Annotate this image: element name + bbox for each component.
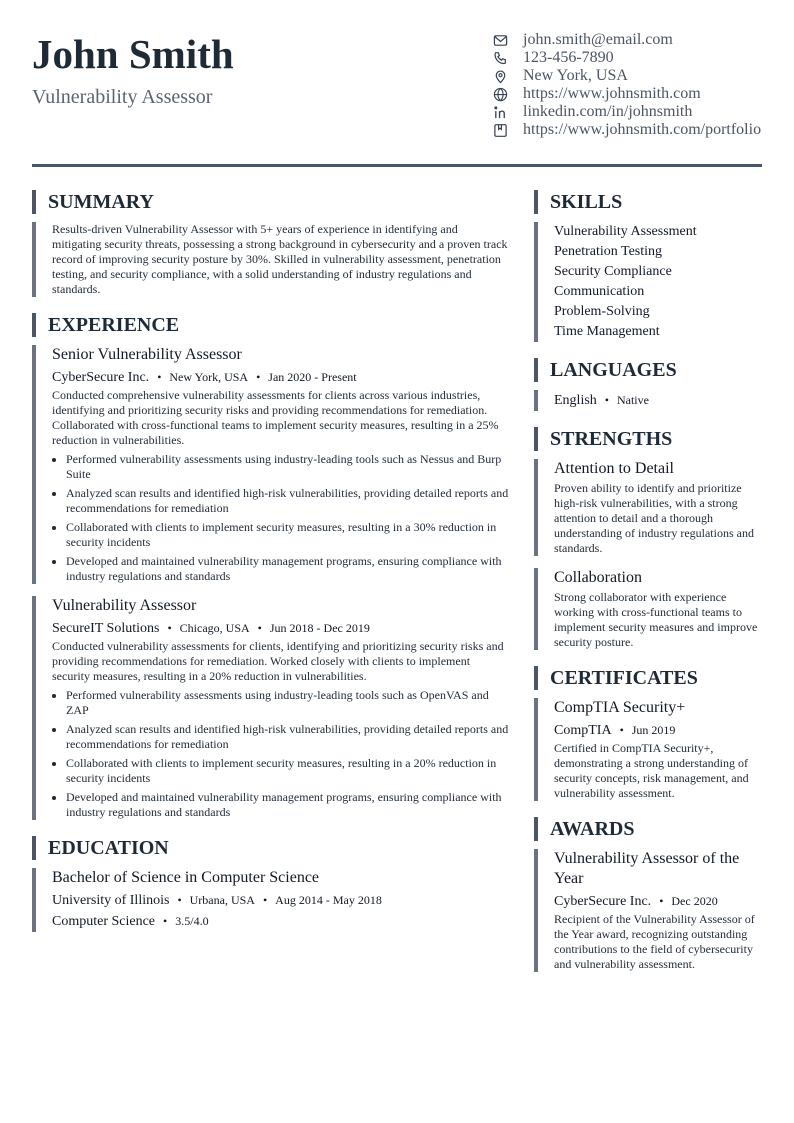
certificate-date: Jun 2019 — [631, 723, 676, 737]
skill-item: Penetration Testing — [554, 244, 663, 259]
job-bullet: • Analyzed scan results and identified high-risk vulnerabilities, providing detailed reports and recommendations for remediation — [66, 722, 510, 752]
education-section — [32, 836, 510, 932]
skills-section — [534, 190, 762, 342]
education-school: University of Illinois — [52, 893, 170, 908]
education-heading: EDUCATION — [32, 836, 510, 860]
job-meta — [52, 367, 510, 388]
experience-heading: EXPERIENCE — [32, 313, 510, 337]
language-name: English — [554, 393, 597, 408]
resume-header — [32, 30, 762, 140]
job-entry — [32, 596, 510, 820]
left-column — [32, 190, 510, 948]
contact-portfolio-text: https://www.johnsmith.com/portfolio — [523, 121, 762, 138]
skill-item: Security Compliance — [554, 264, 672, 279]
languages-section — [534, 358, 762, 411]
education-meta — [52, 890, 510, 911]
job-bullet: • Analyzed scan results and identified high-risk vulnerabilities, providing detailed reports and recommendations for remediation — [66, 486, 510, 516]
awards-section — [534, 817, 762, 972]
summary-text: Results-driven Vulnerability Assessor with 5+ years of experience in identifying and mitigating security threats, possessing a strong background in cybersecurity and a proven track record of improving security posture by 30%. Skilled in vulnerability assessment, penetration testing, and security compliance, with a solid understanding of industry regulations and standards. — [52, 222, 508, 296]
separator-dot: • — [262, 893, 268, 907]
linkedin-icon — [492, 104, 508, 120]
job-role: Senior Vulnerability Assessor — [52, 346, 242, 363]
phone-icon — [492, 50, 508, 66]
strengths-section — [534, 427, 762, 650]
location-icon — [492, 68, 508, 84]
contact-email[interactable] — [492, 31, 772, 49]
job-entry — [32, 345, 510, 584]
job-description: Conducted vulnerability assessments for clients, identifying and prioritizing security risks and providing recommendations for remediation. Worked closely with clients to implement security measures, resulting in a 20% reduction in vulnerabilities. — [52, 639, 504, 683]
contact-location — [492, 67, 772, 85]
strength-item — [534, 568, 762, 650]
certificate-issuer: CompTIA — [554, 723, 612, 738]
awards-heading: AWARDS — [534, 817, 762, 841]
contact-email-text: john.smith@email.com — [523, 31, 673, 48]
education-degree: Bachelor of Science in Computer Science — [52, 869, 320, 886]
right-column — [534, 190, 762, 988]
globe-icon — [492, 86, 508, 102]
education-gpa-row — [52, 911, 510, 932]
job-bullets — [52, 452, 510, 584]
job-description: Conducted comprehensive vulnerability assessments for clients across various industries, identifying and prioritizing security risks and providing recommendations for remediation. Collaborated with cross-functional teams to implement security measures, resulting in a 25% reduction in vulnerabilities. — [52, 388, 499, 447]
candidate-name: John Smith — [32, 31, 234, 77]
certificate-item — [534, 698, 762, 801]
job-location: Chicago, USA — [179, 621, 250, 635]
separator-dot: • — [257, 621, 262, 635]
separator-dot: • — [157, 370, 162, 384]
award-issuer: CyberSecure Inc. — [554, 894, 652, 909]
contact-linkedin[interactable] — [492, 103, 772, 121]
certificates-section — [534, 666, 762, 801]
language-level: Native — [616, 393, 649, 407]
job-dates: Jan 2020 - Present — [268, 370, 357, 384]
award-meta — [554, 891, 762, 912]
experience-section — [32, 313, 510, 820]
header-divider — [32, 164, 762, 167]
separator-dot: • — [619, 723, 624, 737]
job-bullet: • Developed and maintained vulnerability management programs, ensuring compliance with industry regulations and standards — [66, 554, 510, 584]
strength-item — [534, 459, 762, 556]
contact-portfolio[interactable] — [492, 121, 772, 139]
summary-section — [32, 190, 510, 297]
job-bullet: • Collaborated with clients to implement security measures, resulting in a 20% reduction in security incidents — [66, 756, 510, 786]
certificate-meta — [554, 720, 762, 741]
portfolio-icon — [492, 122, 508, 138]
skills-list — [534, 222, 762, 342]
contact-phone-text: 123-456-7890 — [523, 49, 614, 66]
education-dates: Aug 2014 - May 2018 — [275, 893, 382, 907]
mail-icon — [492, 32, 508, 48]
contact-website[interactable] — [492, 85, 772, 103]
skill-item: Communication — [554, 284, 645, 299]
skill-item: Time Management — [554, 324, 660, 339]
job-bullet: • Performed vulnerability assessments using industry-leading tools such as Nessus and Burp Suite — [66, 452, 510, 482]
certificate-title: CompTIA Security+ — [554, 699, 686, 716]
summary-heading: SUMMARY — [32, 190, 510, 214]
certificate-text: Certified in CompTIA Security+, demonstrating a strong understanding of security concepts, risk management, and vulnerability assessment. — [554, 741, 749, 800]
education-field: Computer Science — [52, 914, 156, 929]
job-bullets — [52, 688, 510, 820]
job-bullet: • Developed and maintained vulnerability management programs, ensuring compliance with industry regulations and standards — [66, 790, 510, 820]
education-location: Urbana, USA — [189, 893, 255, 907]
contact-list — [492, 31, 772, 139]
separator-dot: • — [167, 621, 172, 635]
strength-title: Collaboration — [554, 569, 642, 586]
award-item — [534, 849, 762, 972]
job-bullet: • Performed vulnerability assessments using industry-leading tools such as OpenVAS and ZAP — [66, 688, 510, 718]
job-dates: Jun 2018 - Dec 2019 — [269, 621, 370, 635]
education-gpa: 3.5/4.0 — [175, 914, 209, 928]
separator-dot: • — [604, 393, 609, 407]
contact-website-text: https://www.johnsmith.com — [523, 85, 701, 102]
award-text: Recipient of the Vulnerability Assessor of the Year award, recognizing outstanding contributions to the field of cybersecurity and vulnerability assessment. — [554, 912, 755, 971]
job-location: New York, USA — [169, 370, 249, 384]
job-meta — [52, 618, 510, 639]
separator-dot: • — [659, 894, 664, 908]
contact-linkedin-text: linkedin.com/in/johnsmith — [523, 103, 693, 120]
separator-dot: • — [163, 914, 168, 928]
certificates-heading: CERTIFICATES — [534, 666, 762, 690]
contact-location-text: New York, USA — [523, 67, 628, 84]
strength-text: Strong collaborator with experience working with cross-functional teams to implement security measures and improve security posture. — [554, 590, 758, 649]
language-item — [554, 390, 762, 411]
strength-text: Proven ability to identify and prioritize high-risk vulnerabilities, with a strong attention to detail and a thorough understanding of industry regulations and standards. — [554, 481, 754, 555]
award-date: Dec 2020 — [671, 894, 718, 908]
separator-dot: • — [256, 370, 261, 384]
job-company: SecureIT Solutions — [52, 621, 160, 636]
job-bullet: • Collaborated with clients to implement security measures, resulting in a 30% reduction in security incidents — [66, 520, 510, 550]
skills-heading: SKILLS — [534, 190, 762, 214]
skill-item: Vulnerability Assessment — [554, 224, 697, 239]
job-role: Vulnerability Assessor — [52, 597, 197, 614]
languages-heading: LANGUAGES — [534, 358, 762, 382]
award-title: Vulnerability Assessor of the Year — [554, 850, 740, 887]
job-company: CyberSecure Inc. — [52, 370, 150, 385]
strength-title: Attention to Detail — [554, 460, 674, 477]
contact-phone[interactable] — [492, 49, 772, 67]
candidate-title: Vulnerability Assessor — [32, 86, 213, 108]
separator-dot: • — [177, 893, 182, 907]
skill-item: Problem-Solving — [554, 304, 650, 319]
strengths-heading: STRENGTHS — [534, 427, 762, 451]
